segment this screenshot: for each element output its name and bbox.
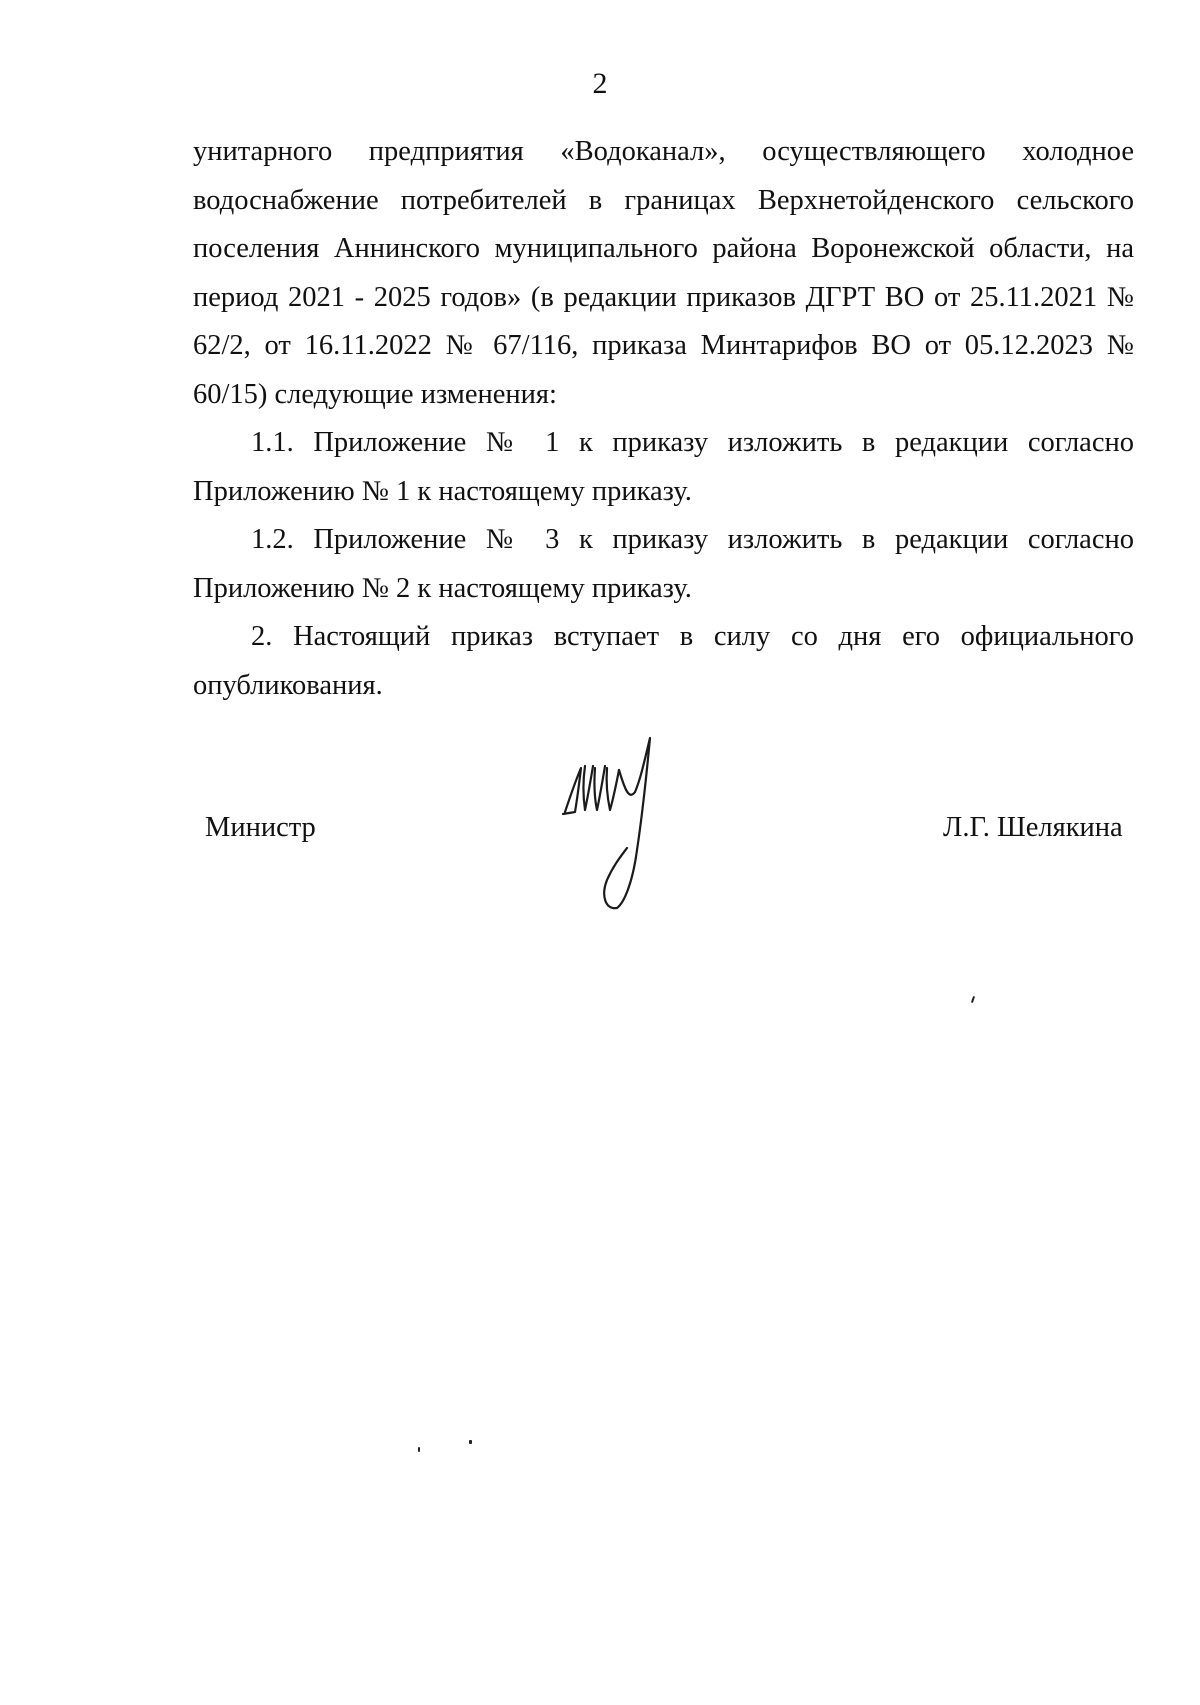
scan-speck: [418, 1447, 420, 1452]
page-number: 2: [592, 67, 608, 100]
signer-title: Министр: [205, 812, 316, 843]
scan-speck: [971, 996, 975, 1003]
handwritten-signature: [555, 730, 685, 930]
document-body: [193, 128, 1134, 710]
paragraph-item-1-2: 1.2. Приложение № 3 к приказу изложить в редакции согласно Приложению № 2 к настоящему приказу.: [193, 524, 1134, 604]
signer-name: Л.Г. Шелякина: [943, 812, 1123, 843]
paragraph-item-2: 2. Настоящий приказ вступает в силу со дня его официального опубликования.: [193, 621, 1134, 701]
paragraph-continuation: унитарного предприятия «Водоканал», осуществляющего холодное водоснабжение потребителей в границах Верхнетойденского сельского поселения Аннинского муниципального района Воронежской области, на период 2021 - 2025 годов» (в редакции приказов ДГРТ ВО от 25.11.2021 № 62/2, от 16.11.2022 № 67/116, приказа Минтарифов ВО от 05.12.2023 № 60/15) следующие изменения:: [193, 136, 1134, 410]
scan-speck: [469, 1440, 472, 1444]
paragraph-item-1-1: 1.1. Приложение № 1 к приказу изложить в редакции согласно Приложению № 1 к настоящему приказу.: [193, 427, 1134, 507]
